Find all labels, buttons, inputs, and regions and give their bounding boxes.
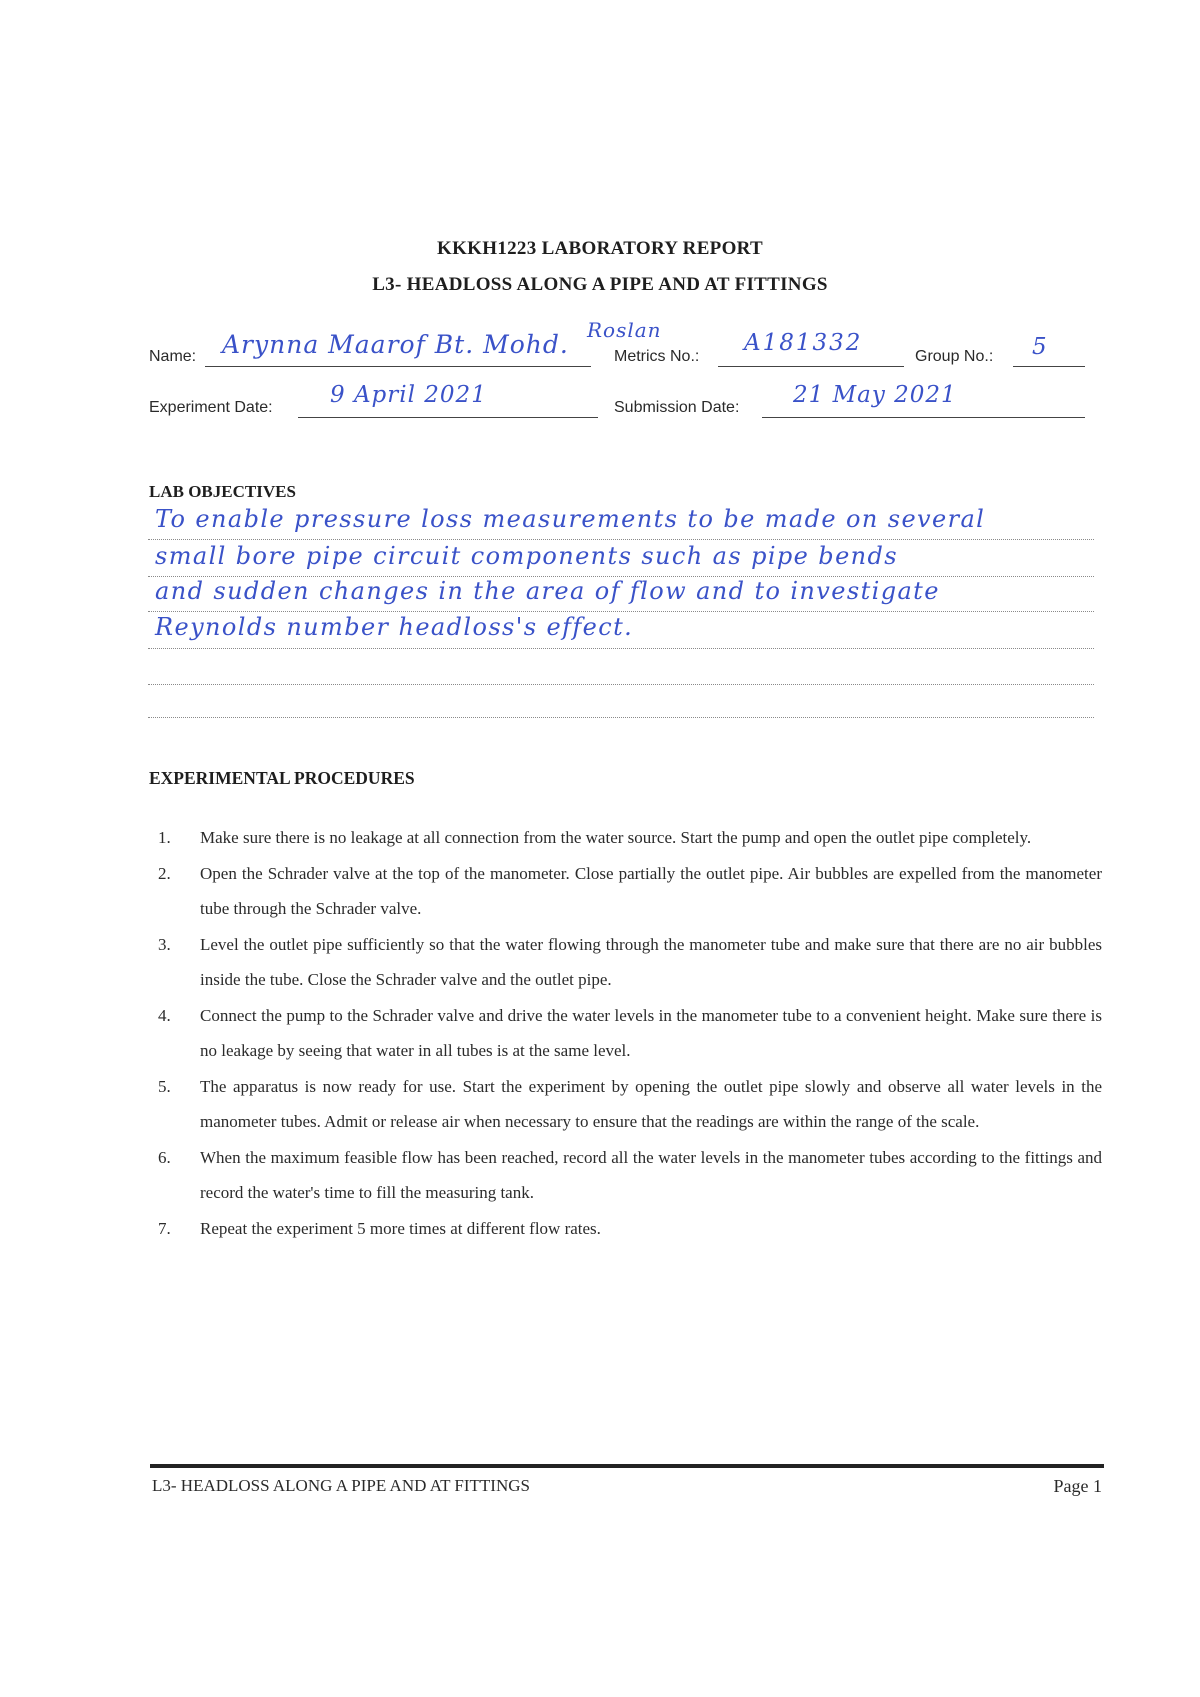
objective-rule bbox=[148, 539, 1094, 540]
page-number: Page 1 bbox=[1053, 1476, 1102, 1496]
step-text: Repeat the experiment 5 more times at different flow rates. bbox=[200, 1218, 601, 1238]
name-value: Arynna Maarof Bt. Mohd. bbox=[222, 330, 569, 359]
procedure-step bbox=[158, 927, 1102, 998]
step-text: The apparatus is now ready for use. Start the experiment by opening the outlet pipe slowly and observe all water levels in the manometer tubes. Admit or release air when necessary to ensure that the readings are within the range of the scale. bbox=[200, 1076, 1102, 1131]
step-number: 7. bbox=[158, 1218, 171, 1238]
report-subtitle: L3- HEADLOSS ALONG A PIPE AND AT FITTINGS bbox=[372, 274, 828, 295]
objective-rule bbox=[148, 684, 1094, 685]
procedure-step bbox=[158, 856, 1102, 927]
objective-line: and sudden changes in the area of flow and to investigate bbox=[155, 577, 940, 605]
step-number: 2. bbox=[158, 863, 171, 883]
footer-rule bbox=[150, 1464, 1104, 1468]
submission-date-value: 21 May 2021 bbox=[793, 382, 957, 408]
report-title: KKKH1223 LABORATORY REPORT bbox=[437, 238, 763, 259]
objective-line: To enable pressure loss measurements to be made on several bbox=[155, 505, 986, 533]
objective-rule bbox=[148, 611, 1094, 612]
procedure-step bbox=[158, 1069, 1102, 1140]
step-text: Level the outlet pipe sufficiently so that the water flowing through the manometer tube and make sure that there are no air bubbles inside the tube. Close the Schrader valve and the outlet pipe. bbox=[200, 934, 1102, 989]
objective-rule bbox=[148, 717, 1094, 718]
metrics-label: Metrics No.: bbox=[614, 348, 700, 365]
objective-line: small bore pipe circuit components such as pipe bends bbox=[155, 542, 899, 570]
procedure-step bbox=[158, 1140, 1102, 1211]
name-label: Name: bbox=[149, 348, 197, 365]
step-number: 1. bbox=[158, 828, 171, 847]
step-text: When the maximum feasible flow has been reached, record all the water levels in the manometer tubes according to the fittings and record the water's time to fill the measuring tank. bbox=[200, 1147, 1102, 1202]
step-text: Connect the pump to the Schrader valve and drive the water levels in the manometer tube to a convenient height. Make sure there is no leakage by seeing that water in all tubes is at the same level. bbox=[200, 1005, 1102, 1060]
group-value: 5 bbox=[1032, 334, 1048, 360]
name-value-extra: Roslan bbox=[587, 318, 662, 342]
group-underline bbox=[1013, 366, 1085, 367]
procedure-step bbox=[158, 1211, 1102, 1247]
name-underline bbox=[205, 366, 591, 367]
metrics-value: A181332 bbox=[744, 330, 863, 356]
procedure-step bbox=[158, 998, 1102, 1069]
objectives-heading: LAB OBJECTIVES bbox=[149, 482, 296, 501]
procedure-step bbox=[158, 820, 1102, 856]
metrics-underline bbox=[718, 366, 904, 367]
step-text: Make sure there is no leakage at all connection from the water source. Start the pump and open the outlet pipe completely. bbox=[200, 828, 1032, 847]
procedure-list bbox=[158, 820, 1102, 1246]
group-label: Group No.: bbox=[915, 348, 994, 365]
step-number: 6. bbox=[158, 1147, 171, 1167]
experiment-date-underline bbox=[298, 417, 598, 418]
submission-date-underline bbox=[762, 417, 1085, 418]
footer-title: L3- HEADLOSS ALONG A PIPE AND AT FITTINGS bbox=[152, 1476, 530, 1495]
step-number: 3. bbox=[158, 934, 171, 954]
objective-rule bbox=[148, 648, 1094, 649]
step-number: 5. bbox=[158, 1076, 171, 1096]
procedures-heading: EXPERIMENTAL PROCEDURES bbox=[149, 768, 415, 788]
step-number: 4. bbox=[158, 1005, 171, 1025]
experiment-date-label: Experiment Date: bbox=[149, 399, 273, 416]
objective-line: Reynolds number headloss's effect. bbox=[155, 613, 634, 641]
step-text: Open the Schrader valve at the top of the manometer. Close partially the outlet pipe. Air bubbles are expelled from the manometer tube through the Schrader valve. bbox=[200, 863, 1102, 918]
submission-date-label: Submission Date: bbox=[614, 399, 740, 416]
experiment-date-value: 9 April 2021 bbox=[330, 382, 487, 408]
